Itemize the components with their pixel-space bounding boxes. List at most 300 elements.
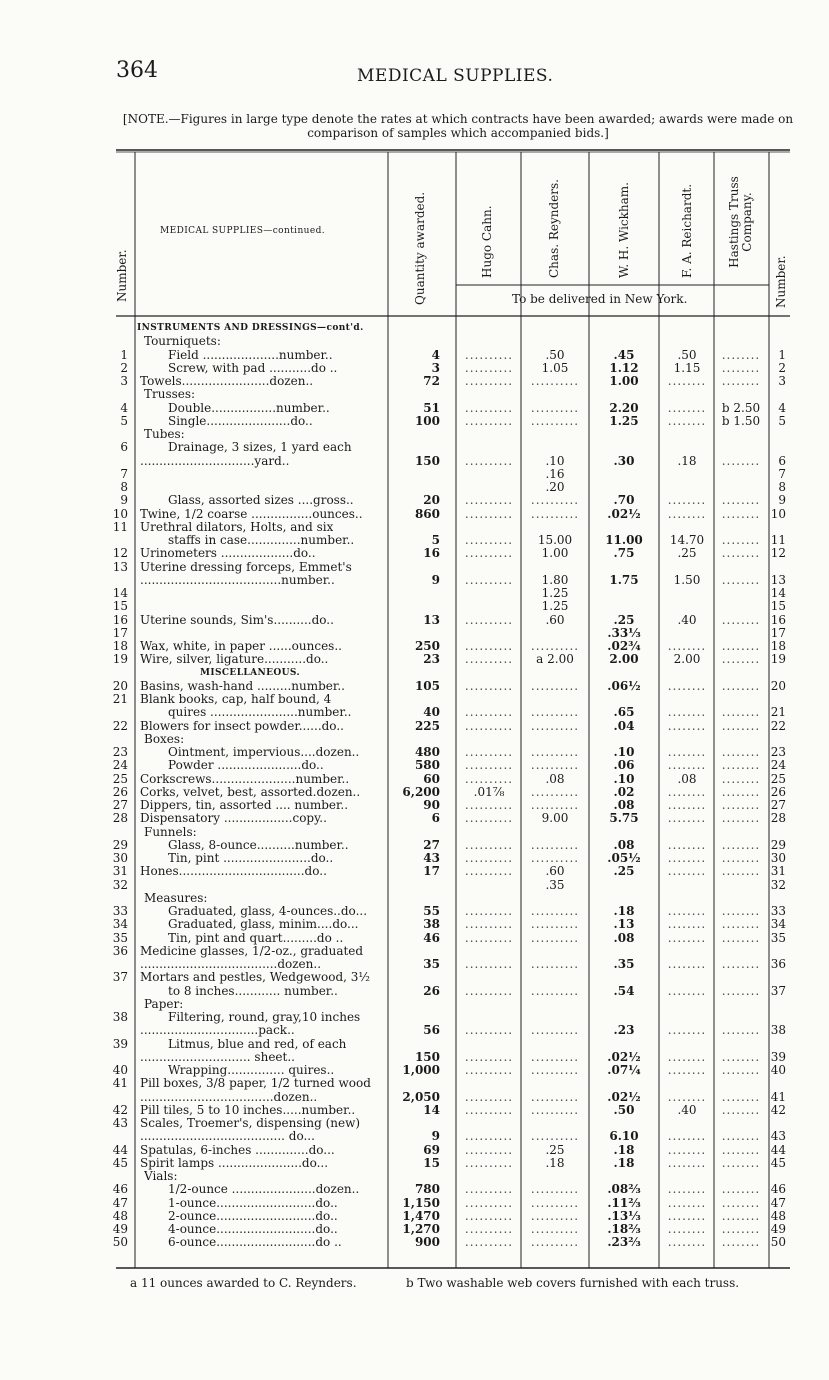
bid-cell-4: ........: [667, 812, 707, 826]
row-number: 40: [112, 1063, 128, 1077]
row-number: 14: [112, 586, 128, 600]
table-row: [0, 349, 829, 362]
bid-cell-1: ..........: [464, 931, 514, 945]
row-number: 33: [112, 904, 128, 918]
row-number-right: 38: [770, 1023, 786, 1038]
row-number-right: 33: [770, 904, 786, 918]
bid-cell-5: ........: [721, 1183, 761, 1197]
bid-cell-1: ..........: [464, 1143, 514, 1157]
bid-cell-2: ..........: [530, 494, 580, 508]
bid-cell-2: ..........: [530, 375, 580, 388]
table-row: [0, 733, 829, 746]
bid-cell-2: ..........: [530, 679, 580, 693]
table-row: [0, 375, 829, 388]
table-row: [0, 945, 829, 958]
bid-cell-3: .10: [613, 772, 635, 786]
bid-cell-3: .70: [613, 494, 635, 508]
bid-cell-1: ..........: [464, 1236, 514, 1250]
bid-cell-4: ........: [667, 1209, 707, 1223]
bid-cell-5: ........: [721, 706, 761, 720]
quantity-awarded: 580: [414, 758, 440, 773]
header-description: MEDICAL SUPPLIES—continued.: [160, 226, 325, 236]
row-number-right: 37: [770, 983, 786, 998]
table-row: [0, 441, 829, 454]
table-row: [0, 667, 829, 680]
row-number: 37: [112, 970, 128, 985]
row-number: 3: [120, 374, 128, 388]
item-description: ...................................... do...: [140, 1130, 315, 1144]
item-description: Pill tiles, 5 to 10 inches.....number..: [140, 1103, 356, 1117]
item-description: 2-ounce..........................do..: [168, 1209, 338, 1223]
bid-cell-5: ........: [721, 1223, 761, 1236]
table-row: [0, 1223, 829, 1236]
item-description: Tin, pint and quart.........do ..: [168, 931, 344, 945]
row-number: 25: [112, 771, 128, 786]
bid-cell-5: ........: [721, 1130, 761, 1144]
row-number-right: 22: [770, 718, 786, 733]
bid-cell-1: ..........: [464, 719, 514, 733]
row-number-right: 45: [770, 1155, 786, 1170]
row-number-right: 21: [770, 705, 786, 720]
item-description: ..............................yard..: [140, 454, 290, 468]
item-description: Litmus, blue and red, of each: [168, 1037, 347, 1051]
bid-cell-2: .08: [545, 772, 565, 786]
bid-cell-1: ..........: [464, 1209, 514, 1223]
table-row: [0, 1064, 829, 1077]
bid-cell-2: 9.00: [541, 812, 569, 826]
bid-cell-5: ........: [721, 375, 761, 388]
row-number: 42: [112, 1102, 128, 1117]
item-description: Glass, assorted sizes ....gross..: [168, 494, 354, 508]
bid-cell-1: ..........: [464, 838, 514, 852]
bid-cell-5: ........: [721, 679, 761, 693]
row-number: 31: [112, 864, 128, 879]
bid-cell-3: .10: [613, 746, 635, 759]
item-description: Powder ......................do..: [168, 759, 324, 773]
row-number-right: 29: [770, 837, 786, 852]
bid-cell-2: ..........: [530, 746, 580, 759]
row-number-right: 17: [770, 625, 786, 640]
bid-cell-2: 1.00: [541, 547, 569, 561]
table-row: [0, 918, 829, 931]
bid-cell-4: ........: [667, 1050, 707, 1064]
bid-cell-5: ........: [721, 958, 761, 971]
table-row: [0, 481, 829, 494]
bid-cell-5: ........: [721, 1236, 761, 1250]
row-number: 35: [112, 930, 128, 945]
bid-cell-3: .02½: [607, 1090, 641, 1104]
quantity-awarded: 51: [423, 400, 440, 415]
table-row: [0, 415, 829, 428]
bid-cell-3: 6.10: [609, 1130, 639, 1144]
row-number: 24: [112, 758, 128, 773]
quantity-awarded: 38: [423, 917, 440, 932]
row-number: 1: [120, 347, 128, 362]
bid-cell-5: ........: [721, 719, 761, 733]
row-number-right: 2: [778, 360, 786, 375]
bid-cell-2: ..........: [530, 719, 580, 733]
bid-cell-1: ..........: [464, 401, 514, 415]
row-number-right: 28: [770, 811, 786, 826]
item-description: Uterine dressing forceps, Emmet's: [140, 560, 352, 574]
bid-cell-5: ........: [721, 1209, 761, 1223]
row-number: 44: [112, 1142, 128, 1157]
item-description: Hones.................................do..: [140, 865, 327, 879]
quantity-awarded: 6,200: [402, 784, 440, 799]
row-number-right: 35: [770, 930, 786, 945]
table-row: [0, 1210, 829, 1223]
bid-cell-3: .02½: [607, 507, 641, 521]
table-row: [0, 521, 829, 534]
bid-cell-5: ........: [721, 984, 761, 998]
item-description: ....................................dozen..: [140, 958, 322, 971]
table-row: [0, 1024, 829, 1037]
bid-cell-4: ........: [667, 746, 707, 759]
bid-cell-3: .30: [613, 454, 635, 468]
bid-cell-3: .65: [613, 706, 635, 720]
bid-cell-2: ..........: [530, 1196, 580, 1210]
row-number-right: 47: [770, 1195, 786, 1210]
row-number-right: 9: [778, 493, 786, 508]
bid-cell-5: ........: [721, 1050, 761, 1064]
bid-cell-2: ..........: [530, 759, 580, 773]
bid-cell-1: ..........: [464, 1156, 514, 1170]
row-number-right: 20: [770, 678, 786, 693]
bid-cell-3: .08: [613, 838, 635, 852]
quantity-awarded: 4: [431, 347, 440, 362]
bid-cell-5: ........: [721, 918, 761, 932]
bid-cell-2: 15.00: [537, 534, 573, 547]
item-description: Trusses:: [144, 388, 196, 402]
item-description: ............................. sheet..: [140, 1050, 295, 1064]
quantity-awarded: 90: [423, 798, 440, 812]
row-number: 23: [112, 745, 128, 759]
table-row: [0, 1091, 829, 1104]
item-description: ...................................dozen..: [140, 1090, 318, 1104]
bid-cell-4: .40: [677, 613, 697, 627]
row-number: 13: [112, 559, 128, 574]
bid-cell-1: ..........: [464, 613, 514, 627]
bid-cell-3: 1.00: [609, 375, 639, 388]
quantity-awarded: 780: [414, 1182, 440, 1197]
row-number: 2: [120, 360, 128, 375]
row-number-right: 32: [770, 877, 786, 892]
bid-cell-1: ..........: [464, 759, 514, 773]
bid-cell-3: .02½: [607, 1050, 641, 1064]
bid-cell-2: ..........: [530, 401, 580, 415]
item-description: Measures:: [144, 891, 208, 905]
bid-cell-2: ..........: [530, 1130, 580, 1144]
quantity-awarded: 15: [423, 1155, 440, 1170]
item-description: 6-ounce..........................do ..: [168, 1236, 342, 1250]
table-row: [0, 428, 829, 441]
bid-cell-1: ..........: [464, 534, 514, 547]
bid-cell-3: .18: [613, 1156, 635, 1170]
bid-cell-3: .25: [613, 613, 635, 627]
bid-cell-4: ........: [667, 375, 707, 388]
table-row: [0, 932, 829, 945]
table-row: [0, 1077, 829, 1090]
bid-cell-5: ........: [721, 852, 761, 865]
quantity-awarded: 13: [423, 612, 440, 627]
bid-cell-2: .25: [545, 1143, 565, 1157]
bid-cell-2: ..........: [530, 852, 580, 865]
row-number: 36: [112, 943, 128, 958]
item-description: Uterine sounds, Sim's..........do..: [140, 613, 334, 627]
item-description: Graduated, glass, minim....do...: [168, 918, 359, 932]
bid-cell-1: ..........: [464, 1130, 514, 1144]
bid-cell-4: 1.50: [673, 573, 701, 587]
row-number: 30: [112, 851, 128, 865]
table-row: [0, 1130, 829, 1143]
table-row: [0, 958, 829, 971]
bid-cell-3: 1.25: [609, 414, 639, 428]
table-row: [0, 905, 829, 918]
item-description: Urethral dilators, Holts, and six: [140, 520, 334, 534]
bid-cell-1: ..........: [464, 361, 514, 375]
table-row: [0, 786, 829, 799]
quantity-awarded: 100: [414, 413, 440, 428]
table-row: [0, 455, 829, 468]
section-heading: INSTRUMENTS AND DRESSINGS—cont'd.: [137, 323, 364, 333]
bid-cell-1: ..........: [464, 812, 514, 826]
bid-cell-2: ..........: [530, 1064, 580, 1077]
row-number: 38: [112, 1010, 128, 1024]
row-number: 17: [112, 625, 128, 640]
bid-cell-4: ........: [667, 1143, 707, 1157]
bid-cell-4: 1.15: [673, 361, 701, 375]
table-row: [0, 547, 829, 560]
bid-cell-5: ........: [721, 759, 761, 773]
item-description: Blank books, cap, half bound, 4: [140, 693, 332, 706]
bid-cell-1: .01⅞: [473, 785, 505, 799]
bid-cell-3: .13: [613, 918, 635, 932]
bid-cell-4: ........: [667, 852, 707, 865]
row-number: 46: [112, 1182, 128, 1197]
bid-cell-4: ........: [667, 838, 707, 852]
bid-cell-2: 1.80: [541, 573, 569, 587]
bid-cell-3: .02: [613, 785, 635, 799]
bid-cell-4: .18: [677, 454, 697, 468]
bid-cell-3: .08: [613, 799, 635, 812]
quantity-awarded: 150: [414, 1049, 440, 1064]
bid-cell-1: ..........: [464, 414, 514, 428]
item-description: 1-ounce..........................do..: [168, 1196, 338, 1210]
quantity-awarded: 56: [423, 1023, 440, 1038]
item-description: Screw, with pad ...........do ..: [168, 361, 338, 375]
row-number: 28: [112, 811, 128, 826]
section-heading: MISCELLANEOUS.: [200, 667, 301, 678]
bid-cell-2: ..........: [530, 918, 580, 932]
table-row: [0, 1051, 829, 1064]
bid-cell-4: ........: [667, 679, 707, 693]
header-bidder-2: Chas. Reynders.: [547, 179, 561, 278]
row-number-right: 44: [770, 1142, 786, 1157]
bid-cell-4: .50: [677, 348, 697, 362]
bid-cell-3: .45: [613, 348, 635, 362]
bid-cell-4: ........: [667, 706, 707, 720]
bid-cell-2: ..........: [530, 507, 580, 521]
table-row: [0, 627, 829, 640]
bid-cell-4: ........: [667, 1064, 707, 1077]
row-number: 45: [112, 1155, 128, 1170]
quantity-awarded: 6: [431, 811, 440, 826]
bid-cell-5: ........: [721, 454, 761, 468]
header-bidder-1: Hugo Cahn.: [480, 205, 494, 278]
bid-cell-3: .06: [613, 759, 635, 773]
item-description: Wire, silver, ligature...........do..: [140, 653, 329, 667]
row-number: 29: [112, 837, 128, 852]
bid-cell-3: .11⅔: [607, 1196, 641, 1210]
item-description: Dispensatory ..................copy..: [140, 812, 327, 826]
item-description: Ointment, impervious....dozen..: [168, 746, 360, 759]
bid-cell-4: ........: [667, 507, 707, 521]
item-description: Drainage, 3 sizes, 1 yard each: [168, 441, 352, 455]
table-row: [0, 402, 829, 415]
bid-cell-3: .05½: [607, 852, 641, 865]
bid-cell-1: ..........: [464, 1050, 514, 1064]
bid-cell-4: ........: [667, 799, 707, 812]
row-number: 12: [112, 546, 128, 561]
row-number-right: 48: [770, 1208, 786, 1223]
bid-cell-1: ..........: [464, 547, 514, 561]
item-description: Spirit lamps ......................do...: [140, 1156, 329, 1170]
bid-cell-1: ..........: [464, 958, 514, 971]
bid-cell-5: ........: [721, 746, 761, 759]
bid-cell-4: .25: [677, 547, 697, 561]
quantity-awarded: 225: [414, 718, 440, 733]
bid-cell-2: ..........: [530, 1236, 580, 1250]
bid-cell-1: ..........: [464, 799, 514, 812]
table-row: [0, 799, 829, 812]
bid-cell-3: .02¾: [607, 640, 641, 653]
bid-cell-1: ..........: [464, 348, 514, 362]
table-row: [0, 362, 829, 375]
item-description: Paper:: [144, 997, 184, 1011]
bid-cell-1: ..........: [464, 772, 514, 786]
quantity-awarded: 105: [414, 678, 440, 693]
item-description: Vials:: [144, 1170, 178, 1183]
bid-cell-1: ..........: [464, 706, 514, 720]
bid-cell-3: .23: [613, 1024, 635, 1038]
item-description: .....................................number..: [140, 573, 335, 587]
row-number: 21: [112, 692, 128, 706]
page-number: 364: [116, 58, 158, 83]
item-description: staffs in case..............number..: [168, 534, 355, 547]
bid-cell-5: ........: [721, 1064, 761, 1077]
bid-cell-2: 1.25: [541, 600, 569, 614]
bid-cell-2: ..........: [530, 414, 580, 428]
bid-cell-4: ........: [667, 785, 707, 799]
page-title: MEDICAL SUPPLIES.: [357, 66, 554, 86]
bid-cell-5: ........: [721, 348, 761, 362]
row-number-right: 23: [770, 745, 786, 759]
bid-cell-1: ..........: [464, 1196, 514, 1210]
table-row: [0, 759, 829, 772]
header-number: Number.: [115, 249, 129, 302]
row-number: 39: [112, 1036, 128, 1051]
item-description: Medicine glasses, 1/2-oz., graduated: [140, 944, 364, 958]
bid-cell-5: ........: [721, 799, 761, 812]
table-row: [0, 534, 829, 547]
bid-cell-1: ..........: [464, 494, 514, 508]
bid-cell-3: .25: [613, 865, 635, 879]
item-description: Urinometers ...................do..: [140, 547, 316, 561]
bid-cell-5: ........: [721, 785, 761, 799]
table-row: [0, 879, 829, 892]
row-number-right: 11: [770, 533, 786, 547]
bid-cell-5: ........: [721, 507, 761, 521]
bid-cell-3: .06½: [607, 679, 641, 693]
quantity-awarded: 40: [423, 705, 440, 720]
row-number-right: 50: [770, 1235, 786, 1250]
bid-cell-3: .33⅓: [607, 626, 641, 640]
row-number-right: 15: [770, 599, 786, 614]
quantity-awarded: 9: [431, 1129, 440, 1144]
row-number: 47: [112, 1195, 128, 1210]
note: [NOTE.—Figures in large type denote the rates at which contracts have been awarded; awards were made on comparison of samples which accompanied bids.]: [122, 112, 794, 140]
item-description: Filtering, round, gray,10 inches: [168, 1011, 361, 1024]
row-number: 22: [112, 718, 128, 733]
bid-cell-5: ........: [721, 772, 761, 786]
bid-cell-5: ........: [721, 640, 761, 653]
bid-cell-3: 5.75: [609, 812, 639, 826]
quantity-awarded: 480: [414, 745, 440, 759]
bid-cell-4: ........: [667, 719, 707, 733]
row-number-right: 43: [770, 1129, 786, 1144]
table-row: [0, 388, 829, 401]
row-number-right: 13: [770, 572, 786, 587]
bid-cell-5: ........: [721, 653, 761, 667]
table-row: [0, 839, 829, 852]
item-description: Spatulas, 6-inches ..............do...: [140, 1143, 335, 1157]
table-row: [0, 600, 829, 613]
bid-cell-4: ........: [667, 931, 707, 945]
row-number-right: 19: [770, 652, 786, 667]
quantity-awarded: 250: [414, 639, 440, 653]
bid-cell-4: ........: [667, 958, 707, 971]
bid-cell-3: .13⅓: [607, 1209, 641, 1223]
row-number: 34: [112, 917, 128, 932]
row-number: 4: [120, 400, 128, 415]
bid-cell-2: .16: [545, 467, 565, 481]
row-number-right: 31: [770, 864, 786, 879]
bid-cell-4: ........: [667, 759, 707, 773]
table-row: [0, 1236, 829, 1249]
table-row: [0, 574, 829, 587]
bid-cell-2: ..........: [530, 1090, 580, 1104]
item-description: Mortars and pestles, Wedgewood, 3½: [140, 971, 371, 985]
row-number: 48: [112, 1208, 128, 1223]
quantity-awarded: 1,470: [402, 1208, 440, 1223]
bid-cell-5: ........: [721, 1090, 761, 1104]
table-row: [0, 508, 829, 521]
row-number-right: 27: [770, 798, 786, 812]
row-number-right: 41: [770, 1089, 786, 1104]
table-row: [0, 322, 829, 335]
bid-cell-2: ..........: [530, 1050, 580, 1064]
item-description: ...............................pack..: [140, 1024, 295, 1038]
quantity-awarded: 55: [423, 904, 440, 918]
bid-cell-4: ........: [667, 1196, 707, 1210]
row-number-right: 30: [770, 851, 786, 865]
item-description: Basins, wash-hand .........number..: [140, 679, 345, 693]
quantity-awarded: 14: [423, 1102, 440, 1117]
bid-cell-5: ........: [721, 1196, 761, 1210]
header-delivery: To be delivered in New York.: [512, 292, 688, 306]
quantity-awarded: 69: [423, 1142, 440, 1157]
table-row: [0, 706, 829, 719]
